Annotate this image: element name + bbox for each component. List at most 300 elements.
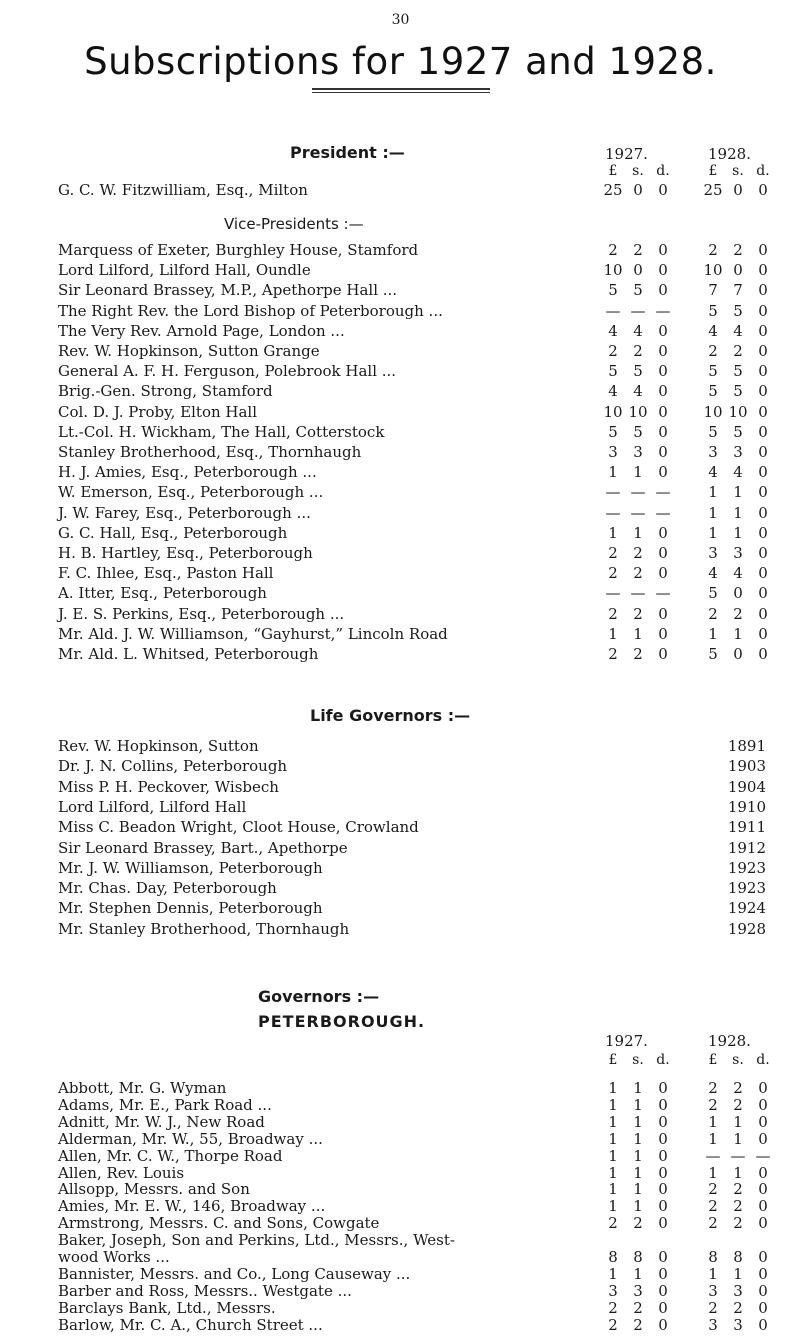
vice-president-name: Mr. Ald. J. W. Williamson, “Gayhurst,” Lincoln Road — [58, 624, 448, 643]
amount-1928-pence: 0 — [758, 483, 768, 502]
amount-1927-pence: 0 — [658, 604, 668, 623]
currency-label-1927: s. — [632, 163, 644, 179]
amount-1927-shillings: 2 — [633, 604, 643, 623]
amount-1928-pounds: 4 — [708, 321, 718, 340]
life-governor-name: Dr. J. N. Collins, Peterborough — [58, 757, 288, 776]
amount-1928-pence: 0 — [758, 1298, 768, 1317]
amount-1928-pounds: 1 — [708, 1112, 718, 1131]
amount-1927-shillings: 0 — [633, 261, 643, 280]
amount-1928-pence: 0 — [758, 503, 768, 522]
amount-1928-pounds: 2 — [708, 1197, 718, 1216]
amount-1927-pounds: 2 — [608, 241, 618, 259]
amount-1927-shillings: 3 — [633, 443, 643, 461]
life-governor-row — [58, 878, 766, 898]
amount-1928-shillings: 2 — [733, 604, 743, 623]
life-governor-name: Mr. Stephen Dennis, Peterborough — [58, 899, 323, 918]
life-governor-year: 1903 — [727, 757, 766, 776]
amount-1927-pence: — — [655, 584, 671, 603]
amount-1928-shillings: 1 — [733, 483, 743, 502]
amount-1928-pounds: 3 — [708, 1315, 718, 1334]
currency-label-1927: s. — [632, 1052, 644, 1068]
currency-label-1927: d. — [656, 1052, 670, 1068]
amount-1928-pounds: 3 — [708, 1281, 718, 1300]
amount-1928-pounds: 7 — [708, 281, 718, 300]
amount-1928-pence: 0 — [758, 1264, 768, 1283]
amount-1927-pounds: — — [605, 584, 621, 603]
amount-1927-shillings: 1 — [633, 1112, 643, 1131]
amount-1928-pounds: 1 — [708, 483, 718, 502]
amount-1927-pounds: 1 — [608, 523, 618, 542]
amount-1928-pence: 0 — [758, 1197, 768, 1216]
amount-1928-pounds: 2 — [708, 1298, 718, 1317]
amount-1927-pounds: 1 — [608, 1180, 618, 1199]
amount-1927-pounds: 1 — [608, 624, 618, 643]
vice-president-name: Col. D. J. Proby, Elton Hall — [58, 402, 258, 421]
amount-1928-pence: 0 — [758, 544, 768, 562]
life-governor-row — [58, 756, 766, 776]
amount-1927-shillings: 1 — [633, 1197, 643, 1216]
amount-1928-pounds: 4 — [708, 564, 718, 583]
year-1927-header: 1927. — [605, 145, 648, 163]
peterborough-subheading: PETERBOROUGH. — [258, 1012, 426, 1031]
amount-1927-pounds: 4 — [608, 382, 618, 401]
amount-1927-pence: 0 — [658, 281, 668, 300]
amount-1928-shillings: 2 — [733, 342, 743, 360]
amount-1927-pence: 0 — [658, 463, 668, 482]
amount-1927-shillings: 2 — [633, 241, 643, 259]
life-governors-heading: Life Governors :— — [310, 706, 471, 725]
life-governor-year: 1923 — [727, 879, 766, 898]
amount-1928-shillings: 2 — [733, 1298, 743, 1317]
vice-president-name: H. J. Amies, Esq., Peterborough ... — [58, 463, 317, 482]
vice-president-row — [58, 260, 778, 280]
amount-1928-shillings: 2 — [733, 1180, 743, 1199]
vice-president-row — [58, 644, 778, 664]
vice-president-row — [58, 442, 778, 462]
amount-1928-pounds: 5 — [708, 382, 718, 401]
amount-1927-shillings: 1 — [633, 1264, 643, 1283]
president-heading: President :— — [290, 143, 405, 162]
amount-1928-shillings: 0 — [733, 645, 743, 663]
amount-1927-pence: 0 — [658, 402, 668, 421]
amount-1928-pence: 0 — [758, 584, 768, 603]
page-title: Subscriptions for 1927 and 1928. — [84, 40, 717, 83]
life-governor-name: Mr. Stanley Brotherhood, Thornhaugh — [58, 919, 350, 938]
amount-1927-pence: 0 — [658, 181, 668, 199]
amount-1928-pence: 0 — [758, 342, 768, 360]
amount-1928-shillings: 1 — [733, 523, 743, 542]
vice-president-name: Stanley Brotherhood, Esq., Thornhaugh — [58, 443, 362, 461]
governor-name: Barclays Bank, Ltd., Messrs. — [58, 1298, 276, 1317]
vice-president-name: A. Itter, Esq., Peterborough — [58, 584, 267, 603]
currency-label-1928: s. — [732, 1052, 744, 1068]
amount-1927-pence: 0 — [658, 1197, 668, 1216]
vice-president-row — [58, 422, 778, 442]
amount-1927-shillings: — — [630, 503, 646, 522]
amount-1928-pence: 0 — [758, 624, 768, 643]
amount-1928-shillings: 8 — [733, 1248, 743, 1266]
amount-1927-pence: 0 — [658, 1315, 668, 1334]
life-governor-year: 1928 — [727, 919, 766, 938]
amount-1927-pence: 0 — [658, 321, 668, 340]
currency-label-1928: d. — [756, 163, 770, 179]
currency-label-1928: £ — [708, 1052, 718, 1068]
currency-label-1927: d. — [656, 163, 670, 179]
amount-1927-pence: 0 — [658, 261, 668, 280]
amount-1927-shillings: 8 — [633, 1248, 643, 1266]
amount-1928-pence: 0 — [758, 463, 768, 482]
page-number: 30 — [391, 12, 410, 28]
amount-1928-shillings: 1 — [733, 624, 743, 643]
amount-1928-pounds: 1 — [708, 624, 718, 643]
amount-1927-pounds: — — [605, 301, 621, 320]
amount-1928-shillings: 1 — [733, 1129, 743, 1148]
amount-1927-pounds: 5 — [608, 422, 618, 441]
amount-1928-shillings: 2 — [733, 1095, 743, 1114]
amount-1928-pence: 0 — [758, 564, 768, 583]
life-governor-row — [58, 838, 766, 858]
amount-1928-pounds: 2 — [708, 604, 718, 623]
amount-1927-pounds: 2 — [608, 544, 618, 562]
amount-1928-pence: 0 — [758, 1163, 768, 1182]
amount-1928-pence: 0 — [758, 1315, 768, 1334]
amount-1928-pounds: 1 — [708, 503, 718, 522]
amount-1927-pounds: 3 — [608, 1281, 618, 1300]
amount-1927-pence: — — [655, 301, 671, 320]
amount-1927-pence: 0 — [658, 382, 668, 401]
governor-row — [58, 1315, 778, 1335]
president-name: G. C. W. Fitzwilliam, Esq., Milton — [58, 181, 308, 199]
vice-president-name: G. C. Hall, Esq., Peterborough — [58, 523, 288, 542]
amount-1927-pence: 0 — [658, 342, 668, 360]
governor-name: Armstrong, Messrs. C. and Sons, Cowgate — [58, 1214, 380, 1233]
president-row — [58, 180, 778, 200]
amount-1927-pence: 0 — [658, 1129, 668, 1148]
amount-1927-pence: 0 — [658, 645, 668, 663]
amount-1928-pounds: 1 — [708, 1129, 718, 1148]
vice-president-row — [58, 523, 778, 543]
amount-1927-shillings: 2 — [633, 564, 643, 583]
amount-1928-shillings: 1 — [733, 1112, 743, 1131]
amount-1927-pence: 0 — [658, 1163, 668, 1182]
vice-president-name: Mr. Ald. L. Whitsed, Peterborough — [58, 645, 319, 663]
amount-1927-shillings: 2 — [633, 544, 643, 562]
amount-1928-shillings: 1 — [733, 1163, 743, 1182]
amount-1928-pence: 0 — [758, 1180, 768, 1199]
amount-1928-pence: 0 — [758, 604, 768, 623]
amount-1927-pence: 0 — [658, 1214, 668, 1233]
amount-1927-pence: 0 — [658, 564, 668, 583]
amount-1927-shillings: 1 — [633, 1095, 643, 1114]
amount-1928-pence: — — [755, 1146, 771, 1165]
amount-1928-pounds: 5 — [708, 584, 718, 603]
amount-1927-shillings: 1 — [633, 1163, 643, 1182]
vice-president-name: Lt.-Col. H. Wickham, The Hall, Cotterstock — [58, 422, 385, 441]
amount-1927-pounds: 1 — [608, 1163, 618, 1182]
amount-1927-shillings: 1 — [633, 1146, 643, 1165]
amount-1927-pence: — — [655, 503, 671, 522]
amount-1928-pence: 0 — [758, 1248, 768, 1266]
amount-1928-pounds: 5 — [708, 362, 718, 381]
amount-1928-pounds: 1 — [708, 523, 718, 542]
amount-1928-shillings: 5 — [733, 301, 743, 320]
amount-1927-shillings: 10 — [628, 402, 648, 421]
amount-1928-shillings: 10 — [728, 402, 748, 421]
amount-1928-shillings: 3 — [733, 1315, 743, 1334]
amount-1927-shillings: — — [630, 301, 646, 320]
amount-1927-shillings: 4 — [633, 321, 643, 340]
amount-1928-pence: 0 — [758, 1129, 768, 1148]
amount-1927-pounds: 10 — [603, 402, 623, 421]
vice-president-row — [58, 624, 778, 644]
amount-1927-pounds: 1 — [608, 1197, 618, 1216]
life-governor-row — [58, 797, 766, 817]
amount-1927-shillings: 1 — [633, 1129, 643, 1148]
amount-1928-shillings: 2 — [733, 241, 743, 259]
amount-1928-pence: 0 — [758, 181, 768, 199]
amount-1927-pounds: 2 — [608, 645, 618, 663]
amount-1928-shillings: 2 — [733, 1079, 743, 1097]
amount-1927-pounds: 2 — [608, 1298, 618, 1317]
amount-1928-pence: 0 — [758, 321, 768, 340]
life-governor-year: 1910 — [727, 797, 766, 816]
amount-1927-pence: 0 — [658, 1281, 668, 1300]
amount-1928-pence: 0 — [758, 402, 768, 421]
governor-name: Barlow, Mr. C. A., Church Street ... — [58, 1315, 323, 1334]
amount-1928-shillings: 1 — [733, 1264, 743, 1283]
amount-1927-pounds: 2 — [608, 604, 618, 623]
vice-president-row — [58, 301, 778, 321]
amount-1927-pounds: 2 — [608, 564, 618, 583]
amount-1927-pence: 0 — [658, 362, 668, 381]
vice-president-row — [58, 402, 778, 422]
amount-1927-pounds: 2 — [608, 1315, 618, 1334]
vice-president-name: H. B. Hartley, Esq., Peterborough — [58, 544, 313, 562]
gov-year-1927-header: 1927. — [605, 1032, 648, 1050]
amount-1927-shillings: 2 — [633, 645, 643, 663]
amount-1927-pence: 0 — [658, 1079, 668, 1097]
amount-1928-pounds: 25 — [703, 181, 723, 199]
amount-1927-pounds: — — [605, 503, 621, 522]
life-governor-year: 1911 — [727, 818, 766, 837]
vice-president-row — [58, 462, 778, 482]
governor-name: Allen, Rev. Louis — [58, 1163, 185, 1182]
amount-1928-shillings: 4 — [733, 463, 743, 482]
amount-1928-pence: 0 — [758, 261, 768, 280]
vice-president-row — [58, 381, 778, 401]
amount-1927-shillings: 3 — [633, 1281, 643, 1300]
amount-1928-pence: 0 — [758, 1281, 768, 1300]
amount-1928-pounds: 4 — [708, 463, 718, 482]
life-governor-row — [58, 919, 766, 939]
life-governor-name: Lord Lilford, Lilford Hall — [58, 797, 247, 816]
life-governor-year: 1904 — [727, 777, 766, 796]
vice-president-row — [58, 280, 778, 300]
amount-1928-pounds: 1 — [708, 1163, 718, 1182]
life-governor-name: Miss C. Beadon Wright, Cloot House, Crowland — [58, 818, 419, 837]
amount-1927-shillings: 1 — [633, 1180, 643, 1199]
amount-1928-shillings: 0 — [733, 261, 743, 280]
amount-1928-pounds: 2 — [708, 1180, 718, 1199]
amount-1928-pounds: 5 — [708, 422, 718, 441]
amount-1928-shillings: 0 — [733, 584, 743, 603]
amount-1927-pence: 0 — [658, 544, 668, 562]
vice-president-name: J. E. S. Perkins, Esq., Peterborough ... — [58, 604, 345, 623]
amount-1928-pence: 0 — [758, 1214, 768, 1233]
vice-president-name: Brig.-Gen. Strong, Stamford — [58, 382, 273, 401]
governor-name: Alderman, Mr. W., 55, Broadway ... — [58, 1129, 323, 1148]
amount-1927-pence: 0 — [658, 422, 668, 441]
life-governor-row — [58, 817, 766, 837]
amount-1927-shillings: 5 — [633, 281, 643, 300]
currency-label-1928: s. — [732, 163, 744, 179]
amount-1927-shillings: 2 — [633, 342, 643, 360]
life-governor-name: Miss P. H. Peckover, Wisbech — [58, 777, 279, 796]
currency-label-1927: £ — [608, 163, 618, 179]
amount-1928-pence: 0 — [758, 301, 768, 320]
amount-1928-shillings: 0 — [733, 181, 743, 199]
amount-1928-pounds: 2 — [708, 342, 718, 360]
amount-1927-pounds: 5 — [608, 362, 618, 381]
governor-name: Barber and Ross, Messrs.. Westgate ... — [58, 1281, 352, 1300]
amount-1928-shillings: 7 — [733, 281, 743, 300]
amount-1927-pounds: 3 — [608, 443, 618, 461]
amount-1927-pounds: 5 — [608, 281, 618, 300]
amount-1928-pounds: 2 — [708, 1214, 718, 1233]
governor-name: Baker, Joseph, Son and Perkins, Ltd., Messrs., West- — [58, 1231, 455, 1250]
vice-president-row — [58, 321, 778, 341]
vice-president-name: The Very Rev. Arnold Page, London ... — [58, 321, 345, 340]
amount-1928-pounds: 5 — [708, 645, 718, 663]
amount-1928-pence: 0 — [758, 422, 768, 441]
amount-1928-pounds: — — [705, 1146, 721, 1165]
amount-1928-pence: 0 — [758, 645, 768, 663]
amount-1927-pounds: 2 — [608, 342, 618, 360]
vice-president-row — [58, 482, 778, 502]
amount-1927-pounds: 25 — [603, 181, 623, 199]
life-governor-year: 1912 — [727, 838, 766, 857]
amount-1927-shillings: 1 — [633, 1079, 643, 1097]
amount-1927-shillings: 1 — [633, 463, 643, 482]
vice-presidents-heading: Vice-Presidents :— — [224, 215, 364, 233]
amount-1927-pence: 0 — [658, 1112, 668, 1131]
title-rule-thin — [312, 92, 490, 93]
amount-1927-shillings: 4 — [633, 382, 643, 401]
amount-1927-pounds: 10 — [603, 261, 623, 280]
vice-president-row — [58, 503, 778, 523]
amount-1928-shillings: 4 — [733, 564, 743, 583]
governors-heading: Governors :— — [258, 987, 380, 1006]
vice-president-name: Rev. W. Hopkinson, Sutton Grange — [58, 342, 320, 360]
amount-1928-shillings: 1 — [733, 503, 743, 522]
amount-1928-pence: 0 — [758, 443, 768, 461]
amount-1927-pounds: 1 — [608, 1079, 618, 1097]
amount-1927-pounds: 1 — [608, 1146, 618, 1165]
amount-1928-pence: 0 — [758, 1079, 768, 1097]
governor-name: Amies, Mr. E. W., 146, Broadway ... — [58, 1197, 326, 1216]
life-governor-year: 1924 — [727, 899, 766, 918]
life-governor-name: Mr. J. W. Williamson, Peterborough — [58, 858, 323, 877]
amount-1927-pence: 0 — [658, 1298, 668, 1317]
amount-1928-pence: 0 — [758, 382, 768, 401]
amount-1928-pounds: 3 — [708, 544, 718, 562]
life-governor-name: Sir Leonard Brassey, Bart., Apethorpe — [58, 838, 348, 857]
amount-1928-shillings: 5 — [733, 362, 743, 381]
vice-president-row — [58, 583, 778, 603]
amount-1928-pounds: 5 — [708, 301, 718, 320]
amount-1927-shillings: — — [630, 584, 646, 603]
amount-1928-shillings: 4 — [733, 321, 743, 340]
vice-president-name: F. C. Ihlee, Esq., Paston Hall — [58, 564, 274, 583]
vice-president-row — [58, 341, 778, 361]
amount-1928-pence: 0 — [758, 1095, 768, 1114]
amount-1928-pence: 0 — [758, 281, 768, 300]
amount-1928-pence: 0 — [758, 241, 768, 259]
amount-1927-pence: 0 — [658, 523, 668, 542]
amount-1927-pounds: 1 — [608, 463, 618, 482]
vice-president-name: Sir Leonard Brassey, M.P., Apethorpe Hall ... — [58, 281, 398, 300]
amount-1927-shillings: 5 — [633, 362, 643, 381]
amount-1927-pounds: — — [605, 483, 621, 502]
amount-1927-pence: 0 — [658, 1095, 668, 1114]
amount-1927-shillings: 2 — [633, 1315, 643, 1334]
amount-1928-shillings: 3 — [733, 544, 743, 562]
vice-president-name: The Right Rev. the Lord Bishop of Peterborough ... — [58, 301, 443, 320]
vice-president-name: General A. F. H. Ferguson, Polebrook Hall ... — [58, 362, 397, 381]
amount-1927-pounds: 8 — [608, 1248, 618, 1266]
amount-1928-shillings: 2 — [733, 1214, 743, 1233]
amount-1927-pounds: 1 — [608, 1264, 618, 1283]
currency-label-1927: £ — [608, 1052, 618, 1068]
amount-1927-pounds: 1 — [608, 1112, 618, 1131]
amount-1928-pence: 0 — [758, 1112, 768, 1131]
gov-year-1928-header: 1928. — [708, 1032, 751, 1050]
amount-1928-pounds: 1 — [708, 1264, 718, 1283]
amount-1928-shillings: 3 — [733, 1281, 743, 1300]
amount-1928-pounds: 2 — [708, 1095, 718, 1114]
amount-1927-pence: 0 — [658, 1264, 668, 1283]
vice-president-row — [58, 361, 778, 381]
amount-1927-pence: 0 — [658, 443, 668, 461]
amount-1927-shillings: 1 — [633, 523, 643, 542]
amount-1927-pence: 0 — [658, 624, 668, 643]
vice-president-row — [58, 563, 778, 583]
amount-1927-pence: — — [655, 483, 671, 502]
amount-1928-pounds: 2 — [708, 241, 718, 259]
amount-1927-shillings: 2 — [633, 1298, 643, 1317]
vice-president-row — [58, 604, 778, 624]
title-rule — [312, 88, 490, 90]
amount-1928-shillings: — — [730, 1146, 746, 1165]
governor-name: Adams, Mr. E., Park Road ... — [58, 1095, 272, 1114]
amount-1927-pounds: 2 — [608, 1214, 618, 1233]
amount-1928-pounds: 8 — [708, 1248, 718, 1266]
currency-label-1928: d. — [756, 1052, 770, 1068]
currency-label-1928: £ — [708, 163, 718, 179]
amount-1928-shillings: 5 — [733, 382, 743, 401]
vice-president-name: J. W. Farey, Esq., Peterborough ... — [58, 503, 311, 522]
governor-name: Bannister, Messrs. and Co., Long Causeway ... — [58, 1264, 411, 1283]
amount-1927-pence: 0 — [658, 1180, 668, 1199]
vice-president-name: Lord Lilford, Lilford Hall, Oundle — [58, 261, 311, 280]
life-governor-row — [58, 858, 766, 878]
governor-name: Allsopp, Messrs. and Son — [58, 1180, 250, 1199]
governor-name: Adnitt, Mr. W. J., New Road — [58, 1112, 265, 1131]
amount-1927-pence: 0 — [658, 1146, 668, 1165]
amount-1928-shillings: 2 — [733, 1197, 743, 1216]
amount-1928-pounds: 3 — [708, 443, 718, 461]
vice-president-row — [58, 543, 778, 563]
